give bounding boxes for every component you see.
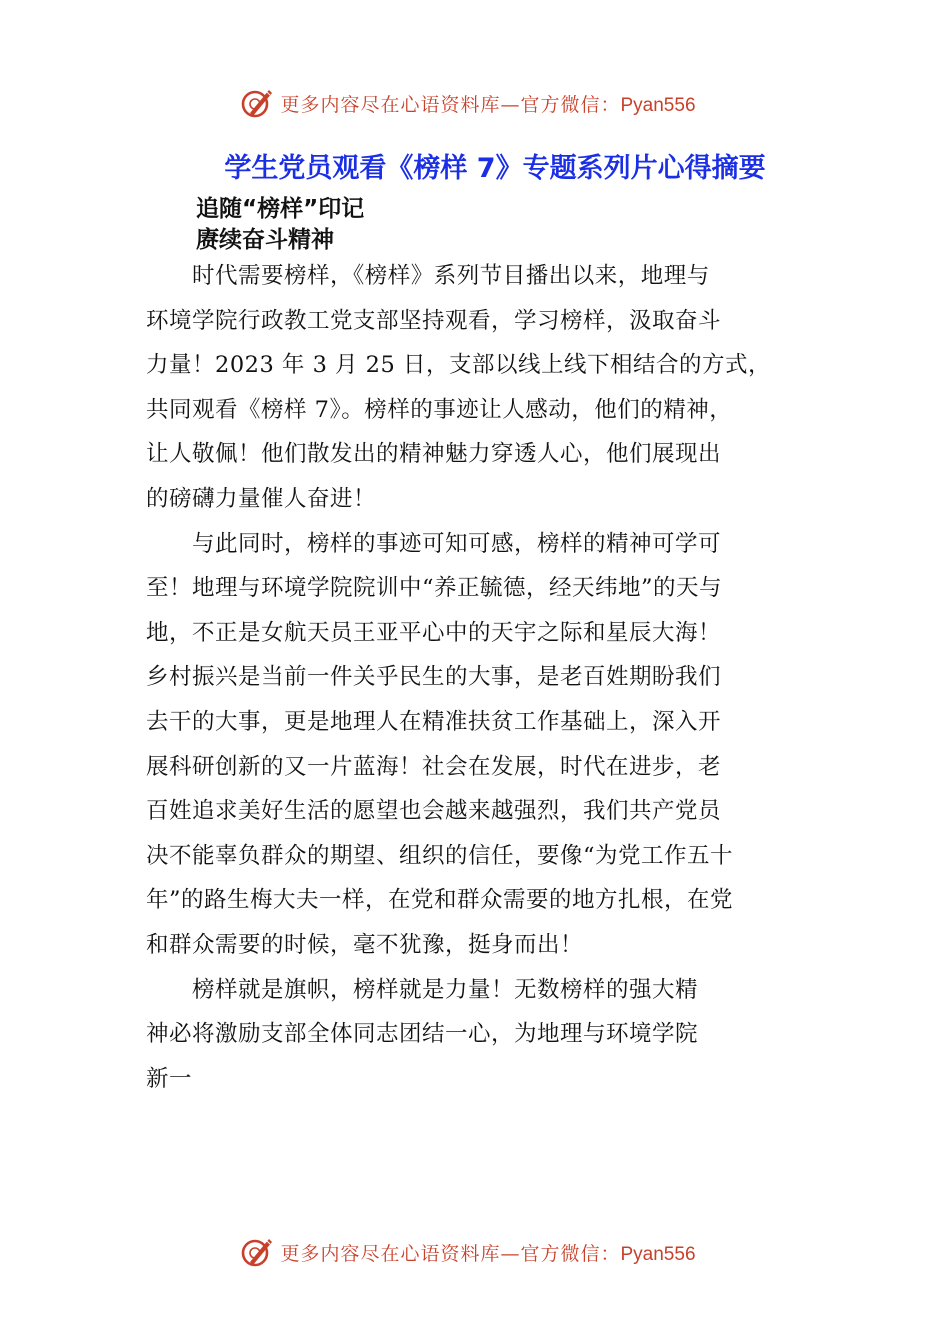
text-line: 乡村振兴是当前一件关乎民生的大事，是老百姓期盼我们 (146, 664, 722, 691)
text-line: 榜样就是旗帜，榜样就是力量！无数榜样的强大精 (146, 976, 699, 1003)
text-line: 和群众需要的时候，毫不犹豫，挺身而出！ (146, 931, 584, 958)
text-line: 神必将激励支部全体同志团结一心，为地理与环境学院 (146, 1021, 699, 1048)
banner-text (280, 90, 695, 117)
text-line: 去干的大事，更是地理人在精准扶贫工作基础上，深入开 (146, 708, 722, 735)
paragraph-3 (146, 968, 808, 1102)
text-line: 共同观看《榜样 7》。榜样的事迹让人感动，他们的精神， (146, 396, 733, 423)
text-line: 让人敬佩！他们散发出的精神魅力穿透人心，他们展现出 (146, 441, 722, 468)
text-line: 与此同时，榜样的事迹可知可感，榜样的精神可学可 (146, 530, 722, 557)
text-line: 力量！2023 年 3 月 25 日，支部以线上线下相结合的方式， (146, 352, 771, 379)
banner-text-cn: 更多内容尽在心语资料库—官方微信： (280, 93, 621, 116)
text-line: 展科研创新的又一片蓝海！社会在发展，时代在进步，老 (146, 753, 722, 780)
subtitle-1: 追随“榜样”印记 (196, 196, 365, 222)
banner-text-wechat-id: Pyan556 (620, 94, 696, 116)
paragraph-2 (146, 522, 808, 968)
text-line: 地，不正是女航天员王亚平心中的天宇之际和星辰大海！ (146, 619, 722, 646)
text-line: 的磅礴力量催人奋进！ (146, 485, 377, 512)
paragraph-1 (146, 254, 808, 522)
pen-logo-icon (240, 1235, 274, 1269)
text-line: 至！地理与环境学院院训中“养正毓德，经天纬地”的天与 (146, 575, 723, 602)
banner-text-cn: 更多内容尽在心语资料库—官方微信： (280, 1242, 621, 1265)
body-text (146, 254, 808, 1101)
text-line: 百姓追求美好生活的愿望也会越来越强烈，我们共产党员 (146, 798, 722, 825)
text-line: 环境学院行政教工党支部坚持观看，学习榜样，汲取奋斗 (146, 307, 722, 334)
banner-text-wechat-id: Pyan556 (620, 1243, 696, 1265)
subtitle-2: 赓续奋斗精神 (196, 227, 334, 253)
text-line: 决不能辜负群众的期望、组织的信任，要像“为党工作五十 (146, 842, 734, 869)
pen-logo-icon (240, 86, 274, 120)
text-line: 时代需要榜样，《榜样》系列节目播出以来，地理与 (146, 263, 710, 289)
footer-banner (0, 1232, 950, 1272)
text-line: 年”的路生梅大夫一样，在党和群众需要的地方扎根，在党 (146, 887, 734, 914)
header-banner (0, 83, 950, 123)
banner-text (280, 1239, 695, 1266)
document-title: 学生党员观看《榜样 7》专题系列片心得摘要 (224, 153, 766, 184)
text-line: 新一 (146, 1065, 193, 1092)
